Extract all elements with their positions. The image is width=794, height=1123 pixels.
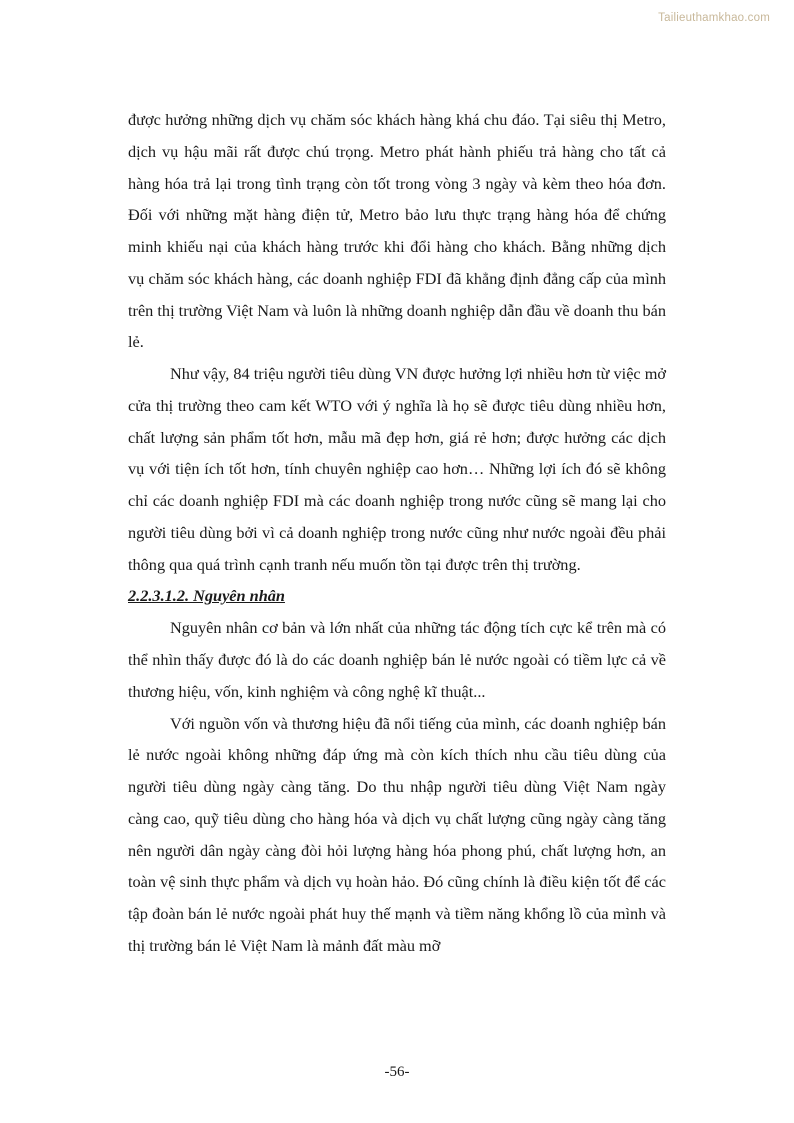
paragraph-3: Nguyên nhân cơ bản và lớn nhất của những tác động tích cực kể trên mà có thể nhìn thấy được đó là do các doanh nghiệp bán lẻ nước ngoài có tiềm lực cả về thương hiệu, vốn, kinh nghiệm và công nghệ kĩ thuật... xyxy=(128,618,666,701)
section-heading: 2.2.3.1.2. Nguyên nhân xyxy=(128,586,285,606)
watermark-label: Tailieuthamkhao.com xyxy=(658,12,770,24)
paragraph-4: Với nguồn vốn và thương hiệu đã nổi tiếng của mình, các doanh nghiệp bán lẻ nước ngoài không những đáp ứng mà còn kích thích nhu cầu tiêu dùng của người tiêu dùng ngày càng tăng. Do thu nhập người tiêu dùng Việt Nam ngày càng cao, quỹ tiêu dùng cho hàng hóa và dịch vụ chất lượng cũng ngày càng tăng nên người dân ngày càng đòi hỏi lượng hàng hóa phong phú, chất lượng hơn, an toàn vệ sinh thực phẩm và dịch vụ hoàn hảo. Đó cũng chính là điều kiện tốt để các tập đoàn bán lẻ nước ngoài phát huy thế mạnh và tiềm năng khổng lồ của mình và thị trường bán lẻ Việt Nam là mảnh đất màu mỡ xyxy=(128,713,666,955)
page-number: -56- xyxy=(384,1064,410,1080)
page-content xyxy=(128,104,666,962)
paragraph-2: Như vậy, 84 triệu người tiêu dùng VN được hưởng lợi nhiều hơn từ việc mở cửa thị trường theo cam kết WTO với ý nghĩa là họ sẽ được tiêu dùng nhiều hơn, chất lượng sản phẩm tốt hơn, mẫu mã đẹp hơn, giá rẻ hơn; được hưởng các dịch vụ với tiện ích tốt hơn, tính chuyên nghiệp cao hơn… Những lợi ích đó sẽ không chỉ các doanh nghiệp FDI mà các doanh nghiệp trong nước cũng sẽ mang lại cho người tiêu dùng bởi vì cả doanh nghiệp trong nước cũng như nước ngoài đều phải thông qua quá trình cạnh tranh nếu muốn tồn tại được trên thị trường. xyxy=(128,364,666,574)
paragraph-1: được hưởng những dịch vụ chăm sóc khách hàng khá chu đáo. Tại siêu thị Metro, dịch vụ hậu mãi rất được chú trọng. Metro phát hành phiếu trả hàng cho tất cả hàng hóa trả lại trong tình trạng còn tốt trong vòng 3 ngày và kèm theo hóa đơn. Đối với những mặt hàng điện tử, Metro bảo lưu thực trạng hàng hóa để chứng minh khiếu nại của khách hàng trước khi đổi hàng cho khách. Bằng những dịch vụ chăm sóc khách hàng, các doanh nghiệp FDI đã khẳng định đẳng cấp của mình trên thị trường Việt Nam và luôn là những doanh nghiệp dẫn đầu về doanh thu bán lẻ. xyxy=(128,110,666,352)
